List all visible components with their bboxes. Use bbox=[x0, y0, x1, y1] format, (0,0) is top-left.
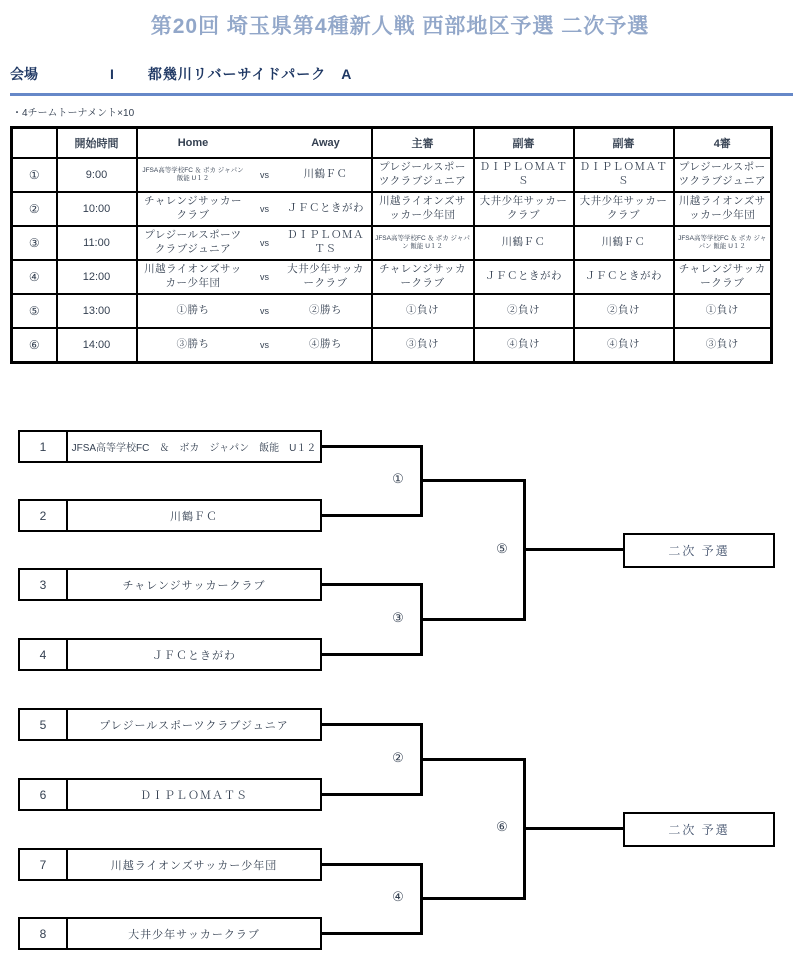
time-cell: 9:00 bbox=[57, 158, 137, 192]
seed-number: 3 bbox=[20, 570, 68, 599]
home-team-cell: プレジールスポーツクラブジュニア bbox=[137, 226, 249, 260]
schedule-row bbox=[12, 328, 772, 362]
fourth-official-cell: 川越ライオンズサッカー少年団 bbox=[674, 192, 772, 226]
team-box-6 bbox=[18, 778, 322, 811]
referee-cell: チャレンジサッカークラブ bbox=[372, 260, 474, 294]
team-box-7 bbox=[18, 848, 322, 881]
seed-number: 7 bbox=[20, 850, 68, 879]
match-label-4: ④ bbox=[392, 889, 404, 904]
vs-cell: vs bbox=[249, 158, 281, 192]
schedule-row bbox=[12, 158, 772, 192]
away-team-cell: ＤＩＰＬＯＭＡＴＳ bbox=[281, 226, 372, 260]
venue-label: 会場 bbox=[10, 66, 38, 82]
match-no-cell: ⑥ bbox=[12, 328, 57, 362]
referee-header: 主審 bbox=[372, 128, 474, 159]
time-header: 開始時間 bbox=[57, 128, 137, 159]
assistant1-cell: ＪＦＣときがわ bbox=[474, 260, 574, 294]
fourth-official-header: 4審 bbox=[674, 128, 772, 159]
team-name: JFSA高等学校FC ＆ ボカ ジャパン 飯能 U１２ bbox=[71, 443, 317, 454]
advance-box-2: 二次 予選 bbox=[623, 812, 775, 847]
time-cell: 12:00 bbox=[57, 260, 137, 294]
team-box-4 bbox=[18, 638, 322, 671]
venue-bar bbox=[10, 64, 793, 96]
schedule-row bbox=[12, 294, 772, 328]
assistant1-cell: ＤＩＰＬＯＭＡＴＳ bbox=[474, 158, 574, 192]
assistant2-cell: ＤＩＰＬＯＭＡＴＳ bbox=[574, 158, 674, 192]
assistant1-cell: 大井少年サッカークラブ bbox=[474, 192, 574, 226]
time-cell: 14:00 bbox=[57, 328, 137, 362]
schedule-row bbox=[12, 192, 772, 226]
bracket-line bbox=[320, 653, 423, 656]
time-cell: 10:00 bbox=[57, 192, 137, 226]
away-team-cell: ②勝ち bbox=[281, 294, 372, 328]
match-label-6: ⑥ bbox=[496, 819, 508, 834]
referee-cell: プレジールスポーツクラブジュニア bbox=[372, 158, 474, 192]
bracket-line bbox=[420, 897, 526, 900]
match-label-2: ② bbox=[392, 750, 404, 765]
no-header bbox=[12, 128, 57, 159]
team-name: 川鶴ＦＣ bbox=[170, 510, 218, 523]
bracket-line bbox=[420, 618, 526, 621]
vs-header bbox=[249, 128, 281, 159]
team-name: プレジールスポーツクラブジュニア bbox=[99, 719, 289, 732]
team-box-8 bbox=[18, 917, 322, 950]
match-no-cell: ③ bbox=[12, 226, 57, 260]
seed-number: 1 bbox=[20, 432, 68, 461]
match-no-cell: ④ bbox=[12, 260, 57, 294]
team-name: ＪＦＣときがわ bbox=[152, 649, 236, 662]
team-name: チャレンジサッカークラブ bbox=[122, 579, 266, 592]
bracket-line bbox=[320, 793, 423, 796]
bracket-line bbox=[320, 583, 423, 586]
page-title: 第20回 埼玉県第4種新人戦 西部地区予選 二次予選 bbox=[150, 15, 650, 38]
fourth-official-cell: JFSA高等学校FC ＆ ボカ ジャパン 飯能 U１２ bbox=[674, 226, 772, 260]
home-team-cell: チャレンジサッカークラブ bbox=[137, 192, 249, 226]
bracket-line bbox=[523, 827, 625, 830]
assistant1-cell: 川鶴ＦＣ bbox=[474, 226, 574, 260]
bracket-line bbox=[320, 514, 423, 517]
home-team-cell: 川越ライオンズサッカー少年団 bbox=[137, 260, 249, 294]
referee-cell: JFSA高等学校FC ＆ ボカ ジャパン 飯能 U１２ bbox=[372, 226, 474, 260]
venue-code: I bbox=[110, 66, 114, 82]
home-header: Home bbox=[137, 128, 249, 159]
team-box-3 bbox=[18, 568, 322, 601]
advance-box-1: 二次 予選 bbox=[623, 533, 775, 568]
referee-cell: 川越ライオンズサッカー少年団 bbox=[372, 192, 474, 226]
away-header: Away bbox=[281, 128, 372, 159]
match-label-3: ③ bbox=[392, 610, 404, 625]
bracket-line bbox=[320, 445, 423, 448]
assistant1-cell: ②負け bbox=[474, 294, 574, 328]
tournament-note: ・4チームトーナメント×10 bbox=[12, 108, 135, 119]
time-cell: 13:00 bbox=[57, 294, 137, 328]
assistant1-header: 副審 bbox=[474, 128, 574, 159]
home-team-cell: ①勝ち bbox=[137, 294, 249, 328]
bracket-line bbox=[320, 863, 423, 866]
schedule-row bbox=[12, 226, 772, 260]
schedule-table bbox=[10, 126, 773, 364]
venue-name: 都幾川リバーサイドパーク A bbox=[147, 66, 353, 82]
vs-cell: vs bbox=[249, 294, 281, 328]
team-name: 大井少年サッカークラブ bbox=[128, 928, 260, 941]
assistant1-cell: ④負け bbox=[474, 328, 574, 362]
seed-number: 2 bbox=[20, 501, 68, 530]
fourth-official-cell: ③負け bbox=[674, 328, 772, 362]
schedule-header-row bbox=[12, 128, 772, 159]
assistant2-cell: ②負け bbox=[574, 294, 674, 328]
referee-cell: ③負け bbox=[372, 328, 474, 362]
match-no-cell: ① bbox=[12, 158, 57, 192]
match-label-1: ① bbox=[392, 471, 404, 486]
assistant2-cell: 川鶴ＦＣ bbox=[574, 226, 674, 260]
assistant2-cell: ④負け bbox=[574, 328, 674, 362]
seed-number: 8 bbox=[20, 919, 68, 948]
schedule-row bbox=[12, 260, 772, 294]
fourth-official-cell: ①負け bbox=[674, 294, 772, 328]
away-team-cell: ④勝ち bbox=[281, 328, 372, 362]
referee-cell: ①負け bbox=[372, 294, 474, 328]
team-box-2 bbox=[18, 499, 322, 532]
match-no-cell: ② bbox=[12, 192, 57, 226]
bracket-line bbox=[420, 479, 526, 482]
match-no-cell: ⑤ bbox=[12, 294, 57, 328]
team-box-5 bbox=[18, 708, 322, 741]
seed-number: 6 bbox=[20, 780, 68, 809]
fourth-official-cell: チャレンジサッカークラブ bbox=[674, 260, 772, 294]
team-name: ＤＩＰＬＯＭＡＴＳ bbox=[140, 789, 248, 802]
bracket-line bbox=[320, 932, 423, 935]
away-team-cell: 川鶴ＦＣ bbox=[281, 158, 372, 192]
vs-cell: vs bbox=[249, 260, 281, 294]
bracket-line bbox=[420, 758, 526, 761]
bracket-line bbox=[320, 723, 423, 726]
home-team-cell: ③勝ち bbox=[137, 328, 249, 362]
seed-number: 4 bbox=[20, 640, 68, 669]
bracket-line bbox=[523, 548, 625, 551]
match-label-5: ⑤ bbox=[496, 541, 508, 556]
away-team-cell: 大井少年サッカークラブ bbox=[281, 260, 372, 294]
assistant2-header: 副審 bbox=[574, 128, 674, 159]
team-box-1 bbox=[18, 430, 322, 463]
home-team-cell: JFSA高等学校FC ＆ ボカ ジャパン 飯能 U１２ bbox=[137, 158, 249, 192]
vs-cell: vs bbox=[249, 226, 281, 260]
assistant2-cell: 大井少年サッカークラブ bbox=[574, 192, 674, 226]
assistant2-cell: ＪＦＣときがわ bbox=[574, 260, 674, 294]
fourth-official-cell: プレジールスポーツクラブジュニア bbox=[674, 158, 772, 192]
away-team-cell: ＪＦＣときがわ bbox=[281, 192, 372, 226]
vs-cell: vs bbox=[249, 328, 281, 362]
time-cell: 11:00 bbox=[57, 226, 137, 260]
team-name: 川越ライオンズサッカー少年団 bbox=[110, 859, 278, 872]
vs-cell: vs bbox=[249, 192, 281, 226]
seed-number: 5 bbox=[20, 710, 68, 739]
